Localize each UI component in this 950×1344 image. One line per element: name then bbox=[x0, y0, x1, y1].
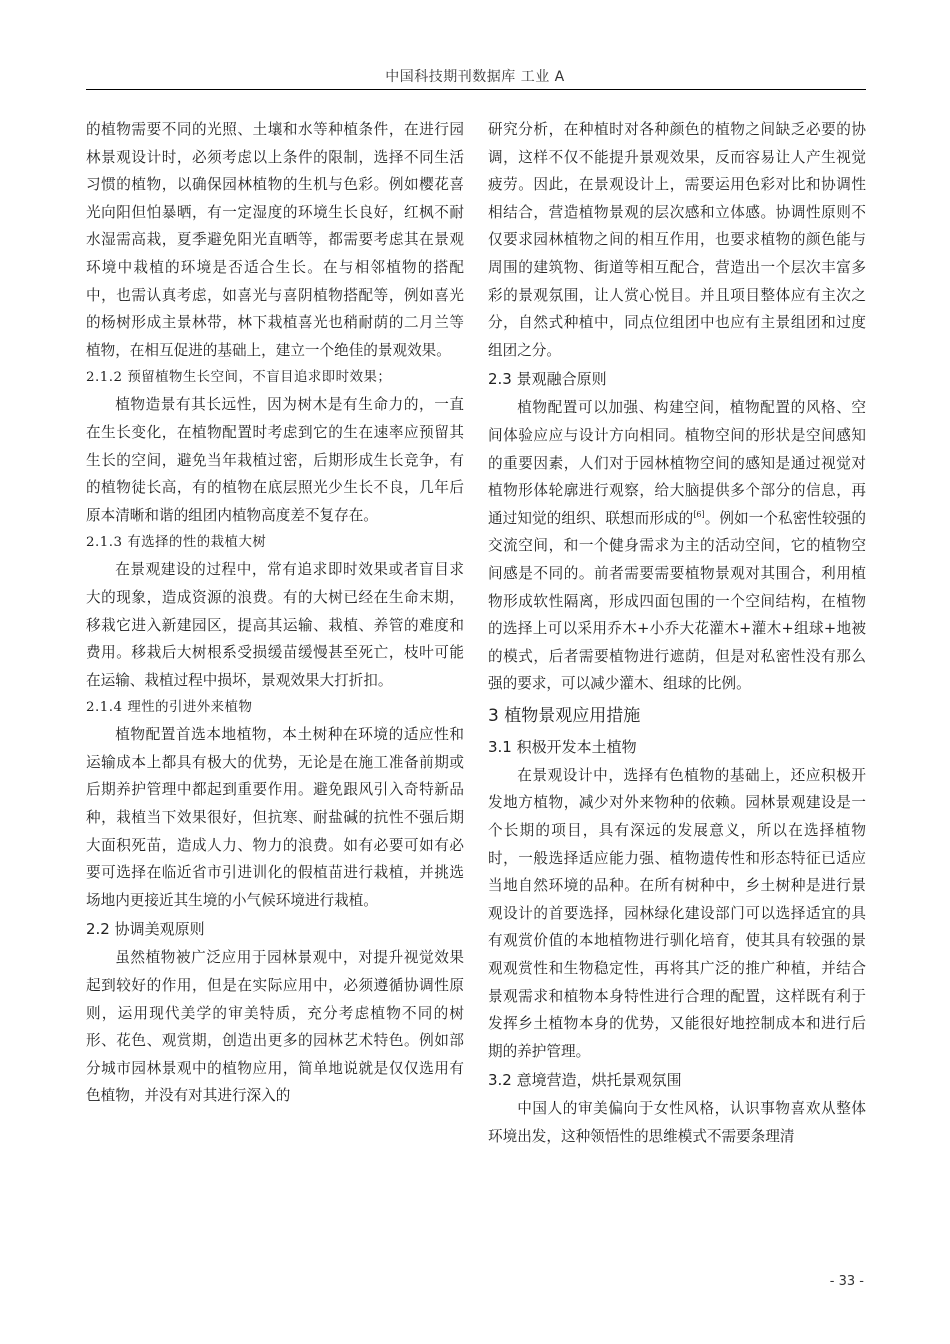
citation-ref: [6] bbox=[693, 509, 705, 519]
paragraph: 的植物需要不同的光照、土壤和水等种植条件，在进行园林景观设计时，必须考虑以上条件的限制，选择不同生活习惯的植物，以确保园林植物的生机与色彩。例如樱花喜光向阳但怕暴晒，有一定湿度的环境生长良好，红枫不耐水湿需高栽，夏季避免阳光直晒等，都需要考虑其在景观环境中栽植的环境是否适合生长。在与相邻植物的搭配中，也需认真考虑，如喜光与喜阴植物搭配等，例如喜光的杨树形成主景林带，林下栽植喜光也稍耐荫的二月兰等植物，在相互促进的基础上，建立一个绝佳的景观效果。 bbox=[86, 121, 464, 359]
paragraph: 植物配置首选本地植物，本土树种在环境的适应性和运输成本上都具有极大的优势，无论是在施工准备前期或后期养护管理中都起到重要作用。避免跟风引入奇特新品种，栽植当下效果很好，但抗寒、耐盐碱的抗性不强后期大面积死苗，造成人力、物力的浪费。如有必要可如有必要可选择在临近省市引进训化的假植苗进行栽植，并挑选场地内更接近其生境的小气候环境进行栽植。 bbox=[86, 726, 464, 909]
left-column bbox=[86, 116, 464, 1110]
paragraph: 在景观设计中，选择有色植物的基础上，还应积极开发地方植物，减少对外来物种的依赖。园林景观建设是一个长期的项目，具有深远的发展意义，所以在选择植物时，一般选择适应能力强、植物遗传性和形态特征已适应当地自然环境的品种。在所有树种中，乡土树种是进行景观设计的首要选择，园林绿化建设部门可以选择适宜的具有观赏价值的本地植物进行驯化培育，使其具有较强的景观观赏性和生物稳定性，再将其广泛的推广种植，并结合景观需求和植物本身特性进行合理的配置，这样既有利于发挥乡土植物本身的优势，又能很好地控制成本和进行后期的养护管理。 bbox=[488, 766, 866, 1060]
paragraph: 中国人的审美偏向于女性风格，认识事物喜欢从整体环境出发，这种领悟性的思维模式不需要条理清 bbox=[488, 1100, 866, 1145]
subsection-heading: 2.1.3 有选择的性的栽植大树 bbox=[86, 535, 267, 551]
section-heading: 3.1 积极开发本土植物 bbox=[488, 737, 637, 756]
paragraph: 植物造景有其长远性，因为树木是有生命力的，一直在生长变化，在植物配置时考虑到它的生在速率应预留其生长的空间，避免当年栽植过密，后期形成生长竞争，有的植物徒长高，有的植物在底层照光少生长不良，几年后原本清晰和谐的组团内植物高度差不复存在。 bbox=[86, 396, 464, 524]
chapter-heading: 3 植物景观应用措施 bbox=[488, 705, 641, 726]
paragraph: 在景观建设的过程中，常有追求即时效果或者盲目求大的现象，造成资源的浪费。有的大树已经在生命末期，移栽它进入新建园区，提高其运输、栽植、养管的难度和费用。移栽后大树根系受损缓苗缓慢甚至死亡，枝叶可能在运输、栽植过程中损坏，景观效果大打折扣。 bbox=[86, 561, 464, 689]
paragraph-text: 植物配置可以加强、构建空间，植物配置的风格、空间体验应应与设计方向相同。植物空间的形状是空间感知的重要因素，人们对于园林植物空间的感知是通过视觉对植物形体轮廓进行观察，给大脑提供多个部分的信息，再通过知觉的组织、联想而形成的 bbox=[488, 399, 866, 527]
journal-header: 中国科技期刊数据库 工业 A bbox=[385, 69, 565, 85]
section-heading: 3.2 意境营造，烘托景观氛围 bbox=[488, 1071, 682, 1090]
header-rule bbox=[86, 89, 866, 90]
subsection-heading: 2.1.2 预留植物生长空间，不盲目追求即时效果； bbox=[86, 370, 392, 386]
right-column bbox=[488, 116, 866, 1151]
section-heading: 2.3 景观融合原则 bbox=[488, 370, 607, 389]
paragraph-text: 。例如一个私密性较强的交流空间，和一个健身需求为主的活动空间，它的植物空间感是不同的。前者需要需要植物景观对其围合，利用植物形成软性隔离，形成四面包围的一个空间结构，在植物的选择上可以采用乔木+小乔大花灌木+灌木+组球+地被的模式，后者需要植物进行遮荫，但是对私密性没有那么强的要求，可以减少灌木、组球的比例。 bbox=[488, 509, 866, 693]
section-heading: 2.2 协调美观原则 bbox=[86, 920, 205, 939]
subsection-heading: 2.1.4 理性的引进外来植物 bbox=[86, 700, 253, 716]
paragraph: 虽然植物被广泛应用于园林景观中，对提升视觉效果起到较好的作用，但是在实际应用中，必须遵循协调性原则，运用现代美学的审美特质，充分考虑植物不同的树形、花色、观赏期，创造出更多的园林艺术特色。例如部分城市园林景观中的植物应用，简单地说就是仅仅选用有色植物，并没有对其进行深入的 bbox=[86, 949, 464, 1105]
paragraph: 研究分析，在种植时对各种颜色的植物之间缺乏必要的协调，这样不仅不能提升景观效果，反而容易让人产生视觉疲劳。因此，在景观设计上，需要运用色彩对比和协调性相结合，营造植物景观的层次感和立体感。协调性原则不仅要求园林植物之间的相互作用，也要求植物的颜色能与周围的建筑物、街道等相互配合，营造出一个层次丰富多彩的景观氛围，让人赏心悦目。并且项目整体应有主次之分，自然式种植中，同点位组团中也应有主景组团和过度组团之分。 bbox=[488, 121, 866, 359]
paragraph bbox=[488, 394, 866, 698]
page-number: - 33 - bbox=[829, 1274, 864, 1289]
